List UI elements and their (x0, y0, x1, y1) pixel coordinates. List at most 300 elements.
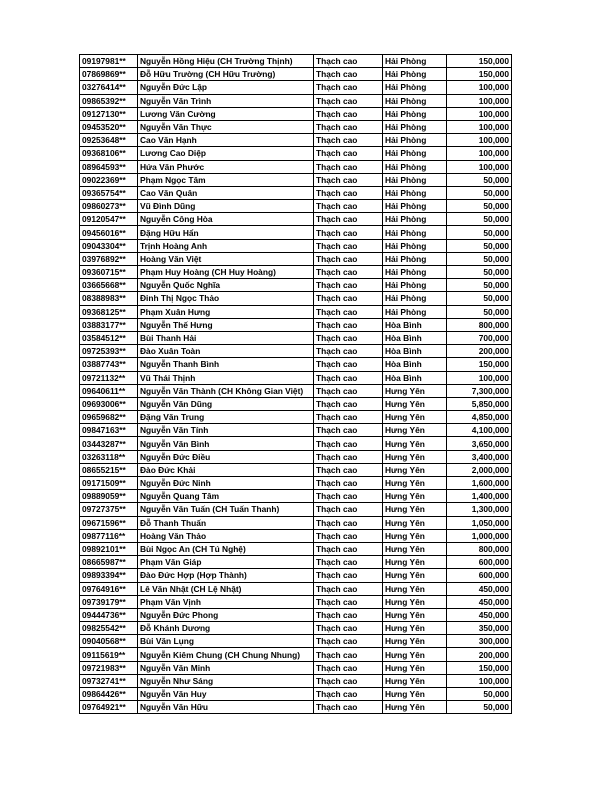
province-cell: Hưng Yên (383, 516, 447, 529)
province-cell: Hưng Yên (383, 477, 447, 490)
phone-cell: 09368106** (80, 147, 138, 160)
table-row (80, 542, 512, 555)
province-cell: Hải Phòng (383, 279, 447, 292)
phone-cell: 09732741** (80, 674, 138, 687)
phone-cell: 09725393** (80, 345, 138, 358)
amount-cell: 100,000 (447, 107, 512, 120)
amount-cell: 7,300,000 (447, 384, 512, 397)
amount-cell: 50,000 (447, 200, 512, 213)
phone-cell: 09693006** (80, 397, 138, 410)
name-cell: Cao Văn Hạnh (138, 134, 314, 147)
product-cell: Thạch cao (314, 147, 383, 160)
province-cell: Hưng Yên (383, 688, 447, 701)
name-cell: Đỗ Thanh Thuấn (138, 516, 314, 529)
province-cell: Hưng Yên (383, 384, 447, 397)
phone-cell: 03276414** (80, 81, 138, 94)
name-cell: Nguyễn Văn Dũng (138, 397, 314, 410)
name-cell: Hoàng Văn Thảo (138, 529, 314, 542)
name-cell: Nguyễn Như Sáng (138, 674, 314, 687)
phone-cell: 09860273** (80, 200, 138, 213)
province-cell: Hòa Bình (383, 371, 447, 384)
product-cell: Thạch cao (314, 55, 383, 68)
product-cell: Thạch cao (314, 569, 383, 582)
product-cell: Thạch cao (314, 94, 383, 107)
table-row (80, 266, 512, 279)
table-row (80, 529, 512, 542)
name-cell: Hoàng Văn Việt (138, 252, 314, 265)
product-cell: Thạch cao (314, 424, 383, 437)
name-cell: Nguyễn Văn Bình (138, 437, 314, 450)
amount-cell: 700,000 (447, 331, 512, 344)
phone-cell: 09893394** (80, 569, 138, 582)
table-row (80, 516, 512, 529)
product-cell: Thạch cao (314, 371, 383, 384)
phone-cell: 09365754** (80, 186, 138, 199)
product-cell: Thạch cao (314, 701, 383, 714)
name-cell: Nguyễn Đức Ninh (138, 477, 314, 490)
name-cell: Bùi Văn Lụng (138, 635, 314, 648)
table-row (80, 160, 512, 173)
amount-cell: 450,000 (447, 582, 512, 595)
amount-cell: 1,000,000 (447, 529, 512, 542)
amount-cell: 600,000 (447, 556, 512, 569)
phone-cell: 09764921** (80, 701, 138, 714)
product-cell: Thạch cao (314, 200, 383, 213)
amount-cell: 450,000 (447, 608, 512, 621)
phone-cell: 09444736** (80, 608, 138, 621)
phone-cell: 09864426** (80, 688, 138, 701)
name-cell: Lương Cao Diệp (138, 147, 314, 160)
table-row (80, 688, 512, 701)
amount-cell: 150,000 (447, 55, 512, 68)
phone-cell: 08964593** (80, 160, 138, 173)
table-row (80, 397, 512, 410)
province-cell: Hưng Yên (383, 490, 447, 503)
province-cell: Hưng Yên (383, 542, 447, 555)
name-cell: Phạm Huy Hoàng (CH Huy Hoàng) (138, 266, 314, 279)
phone-cell: 03976892** (80, 252, 138, 265)
table-row (80, 120, 512, 133)
table-row (80, 371, 512, 384)
product-cell: Thạch cao (314, 490, 383, 503)
province-cell: Hưng Yên (383, 701, 447, 714)
province-cell: Hưng Yên (383, 608, 447, 621)
province-cell: Hải Phòng (383, 305, 447, 318)
amount-cell: 800,000 (447, 542, 512, 555)
name-cell: Lương Văn Cường (138, 107, 314, 120)
province-cell: Hưng Yên (383, 661, 447, 674)
table-row (80, 635, 512, 648)
province-cell: Hòa Bình (383, 331, 447, 344)
name-cell: Nguyễn Kiêm Chung (CH Chung Nhung) (138, 648, 314, 661)
amount-cell: 100,000 (447, 160, 512, 173)
name-cell: Đặng Hữu Hẩn (138, 226, 314, 239)
product-cell: Thạch cao (314, 266, 383, 279)
product-cell: Thạch cao (314, 556, 383, 569)
amount-cell: 150,000 (447, 68, 512, 81)
product-cell: Thạch cao (314, 622, 383, 635)
product-cell: Thạch cao (314, 595, 383, 608)
product-cell: Thạch cao (314, 503, 383, 516)
phone-cell: 09040568** (80, 635, 138, 648)
amount-cell: 100,000 (447, 371, 512, 384)
phone-cell: 09659682** (80, 411, 138, 424)
name-cell: Nguyễn Đức Lập (138, 81, 314, 94)
amount-cell: 3,400,000 (447, 450, 512, 463)
amount-cell: 4,850,000 (447, 411, 512, 424)
phone-cell: 07869869** (80, 68, 138, 81)
phone-cell: 09739179** (80, 595, 138, 608)
name-cell: Đào Đức Khải (138, 463, 314, 476)
table-row (80, 94, 512, 107)
phone-cell: 09120547** (80, 213, 138, 226)
product-cell: Thạch cao (314, 463, 383, 476)
product-cell: Thạch cao (314, 516, 383, 529)
product-cell: Thạch cao (314, 305, 383, 318)
phone-cell: 09043304** (80, 239, 138, 252)
amount-cell: 100,000 (447, 134, 512, 147)
name-cell: Vũ Đình Dũng (138, 200, 314, 213)
phone-cell: 09877116** (80, 529, 138, 542)
product-cell: Thạch cao (314, 252, 383, 265)
name-cell: Nguyễn Thế Hưng (138, 318, 314, 331)
name-cell: Đào Đức Hợp (Hợp Thành) (138, 569, 314, 582)
table-row (80, 622, 512, 635)
province-cell: Hưng Yên (383, 674, 447, 687)
province-cell: Hưng Yên (383, 424, 447, 437)
province-cell: Hải Phòng (383, 68, 447, 81)
product-cell: Thạch cao (314, 582, 383, 595)
amount-cell: 600,000 (447, 569, 512, 582)
name-cell: Nguyễn Đức Điều (138, 450, 314, 463)
province-cell: Hưng Yên (383, 411, 447, 424)
phone-cell: 09197981** (80, 55, 138, 68)
phone-cell: 09721983** (80, 661, 138, 674)
table-row (80, 252, 512, 265)
name-cell: Nguyễn Văn Thực (138, 120, 314, 133)
amount-cell: 300,000 (447, 635, 512, 648)
table-row (80, 134, 512, 147)
product-cell: Thạch cao (314, 226, 383, 239)
product-cell: Thạch cao (314, 160, 383, 173)
table-row (80, 674, 512, 687)
phone-cell: 09764916** (80, 582, 138, 595)
name-cell: Nguyễn Văn Huy (138, 688, 314, 701)
phone-cell: 09368125** (80, 305, 138, 318)
phone-cell: 03883177** (80, 318, 138, 331)
phone-cell: 08655215** (80, 463, 138, 476)
table-row (80, 200, 512, 213)
table-row (80, 239, 512, 252)
province-cell: Hưng Yên (383, 556, 447, 569)
province-cell: Hưng Yên (383, 622, 447, 635)
amount-cell: 3,650,000 (447, 437, 512, 450)
province-cell: Hải Phòng (383, 200, 447, 213)
province-cell: Hưng Yên (383, 648, 447, 661)
name-cell: Nguyễn Quang Tâm (138, 490, 314, 503)
province-cell: Hải Phòng (383, 107, 447, 120)
phone-cell: 09727375** (80, 503, 138, 516)
name-cell: Nguyễn Văn Minh (138, 661, 314, 674)
phone-cell: 08665987** (80, 556, 138, 569)
phone-cell: 03887743** (80, 358, 138, 371)
table-row (80, 384, 512, 397)
province-cell: Hưng Yên (383, 582, 447, 595)
table-row (80, 648, 512, 661)
amount-cell: 1,400,000 (447, 490, 512, 503)
name-cell: Nguyễn Văn Tính (138, 424, 314, 437)
table-row (80, 331, 512, 344)
product-cell: Thạch cao (314, 81, 383, 94)
amount-cell: 150,000 (447, 661, 512, 674)
amount-cell: 1,050,000 (447, 516, 512, 529)
name-cell: Bùi Thanh Hải (138, 331, 314, 344)
province-cell: Hải Phòng (383, 134, 447, 147)
province-cell: Hải Phòng (383, 94, 447, 107)
amount-cell: 100,000 (447, 147, 512, 160)
province-cell: Hưng Yên (383, 463, 447, 476)
name-cell: Nguyễn Văn Tuấn (CH Tuấn Thanh) (138, 503, 314, 516)
amount-cell: 50,000 (447, 305, 512, 318)
table-row (80, 582, 512, 595)
province-cell: Hải Phòng (383, 213, 447, 226)
table-row (80, 186, 512, 199)
table-row (80, 292, 512, 305)
phone-cell: 09171509** (80, 477, 138, 490)
province-cell: Hải Phòng (383, 292, 447, 305)
amount-cell: 50,000 (447, 252, 512, 265)
product-cell: Thạch cao (314, 608, 383, 621)
table-row (80, 477, 512, 490)
table-row (80, 226, 512, 239)
table-row (80, 107, 512, 120)
amount-cell: 50,000 (447, 688, 512, 701)
table-row (80, 569, 512, 582)
name-cell: Nguyễn Quốc Nghĩa (138, 279, 314, 292)
table-row (80, 608, 512, 621)
product-cell: Thạch cao (314, 635, 383, 648)
table-row (80, 345, 512, 358)
table-body (80, 55, 512, 714)
product-cell: Thạch cao (314, 529, 383, 542)
amount-cell: 1,300,000 (447, 503, 512, 516)
amount-cell: 200,000 (447, 648, 512, 661)
table-row (80, 81, 512, 94)
table-row (80, 358, 512, 371)
table-row (80, 463, 512, 476)
province-cell: Hải Phòng (383, 186, 447, 199)
name-cell: Phạm Văn Vịnh (138, 595, 314, 608)
name-cell: Đỗ Hữu Trường (CH Hữu Trường) (138, 68, 314, 81)
table-row (80, 411, 512, 424)
table-row (80, 490, 512, 503)
province-cell: Hưng Yên (383, 635, 447, 648)
product-cell: Thạch cao (314, 397, 383, 410)
table-row (80, 68, 512, 81)
table-row (80, 147, 512, 160)
amount-cell: 50,000 (447, 186, 512, 199)
province-cell: Hải Phòng (383, 120, 447, 133)
table-row (80, 701, 512, 714)
phone-cell: 09892101** (80, 542, 138, 555)
name-cell: Nguyễn Văn Trình (138, 94, 314, 107)
product-cell: Thạch cao (314, 477, 383, 490)
province-cell: Hải Phòng (383, 252, 447, 265)
province-cell: Hải Phòng (383, 239, 447, 252)
table-row (80, 424, 512, 437)
phone-cell: 08388983** (80, 292, 138, 305)
province-cell: Hưng Yên (383, 397, 447, 410)
name-cell: Đinh Thị Ngọc Thảo (138, 292, 314, 305)
product-cell: Thạch cao (314, 345, 383, 358)
province-cell: Hưng Yên (383, 595, 447, 608)
name-cell: Nguyễn Đức Phong (138, 608, 314, 621)
table-row (80, 305, 512, 318)
amount-cell: 50,000 (447, 266, 512, 279)
phone-cell: 09115619** (80, 648, 138, 661)
amount-cell: 100,000 (447, 674, 512, 687)
province-cell: Hải Phòng (383, 55, 447, 68)
name-cell: Đào Xuân Toàn (138, 345, 314, 358)
amount-cell: 100,000 (447, 94, 512, 107)
province-cell: Hưng Yên (383, 503, 447, 516)
amount-cell: 350,000 (447, 622, 512, 635)
phone-cell: 03263118** (80, 450, 138, 463)
table-row (80, 213, 512, 226)
province-cell: Hải Phòng (383, 266, 447, 279)
province-cell: Hòa Bình (383, 345, 447, 358)
amount-cell: 100,000 (447, 81, 512, 94)
phone-cell: 09865392** (80, 94, 138, 107)
amount-cell: 2,000,000 (447, 463, 512, 476)
name-cell: Bùi Ngọc An (CH Tú Nghệ) (138, 542, 314, 555)
phone-cell: 09825542** (80, 622, 138, 635)
phone-cell: 09453520** (80, 120, 138, 133)
name-cell: Nguyễn Thanh Bình (138, 358, 314, 371)
province-cell: Hải Phòng (383, 173, 447, 186)
phone-cell: 03665668** (80, 279, 138, 292)
product-cell: Thạch cao (314, 68, 383, 81)
product-cell: Thạch cao (314, 134, 383, 147)
product-cell: Thạch cao (314, 437, 383, 450)
name-cell: Cao Văn Quân (138, 186, 314, 199)
product-cell: Thạch cao (314, 331, 383, 344)
province-cell: Hải Phòng (383, 147, 447, 160)
product-cell: Thạch cao (314, 279, 383, 292)
amount-cell: 4,100,000 (447, 424, 512, 437)
name-cell: Đặng Văn Trung (138, 411, 314, 424)
phone-cell: 09022369** (80, 173, 138, 186)
amount-cell: 50,000 (447, 239, 512, 252)
amount-cell: 450,000 (447, 595, 512, 608)
product-cell: Thạch cao (314, 173, 383, 186)
table-row (80, 556, 512, 569)
product-cell: Thạch cao (314, 384, 383, 397)
province-cell: Hải Phòng (383, 226, 447, 239)
amount-cell: 100,000 (447, 120, 512, 133)
amount-cell: 200,000 (447, 345, 512, 358)
product-cell: Thạch cao (314, 688, 383, 701)
name-cell: Nguyễn Văn Hữu (138, 701, 314, 714)
table-row (80, 318, 512, 331)
phone-cell: 09721132** (80, 371, 138, 384)
phone-cell: 09671596** (80, 516, 138, 529)
amount-cell: 50,000 (447, 279, 512, 292)
phone-cell: 09127130** (80, 107, 138, 120)
province-cell: Hòa Bình (383, 318, 447, 331)
province-cell: Hòa Bình (383, 358, 447, 371)
product-cell: Thạch cao (314, 213, 383, 226)
table-row (80, 437, 512, 450)
product-cell: Thạch cao (314, 107, 383, 120)
product-cell: Thạch cao (314, 411, 383, 424)
phone-cell: 09456016** (80, 226, 138, 239)
table-row (80, 279, 512, 292)
product-cell: Thạch cao (314, 542, 383, 555)
amount-cell: 50,000 (447, 292, 512, 305)
province-cell: Hưng Yên (383, 569, 447, 582)
name-cell: Vũ Thái Thịnh (138, 371, 314, 384)
province-cell: Hưng Yên (383, 450, 447, 463)
name-cell: Phạm Văn Giáp (138, 556, 314, 569)
phone-cell: 09847163** (80, 424, 138, 437)
province-cell: Hưng Yên (383, 529, 447, 542)
table-row (80, 173, 512, 186)
name-cell: Phạm Ngọc Tâm (138, 173, 314, 186)
phone-cell: 03443287** (80, 437, 138, 450)
product-cell: Thạch cao (314, 648, 383, 661)
name-cell: Nguyễn Công Hòa (138, 213, 314, 226)
product-cell: Thạch cao (314, 292, 383, 305)
phone-cell: 09253648** (80, 134, 138, 147)
product-cell: Thạch cao (314, 674, 383, 687)
data-table (79, 54, 512, 714)
table-row (80, 55, 512, 68)
product-cell: Thạch cao (314, 186, 383, 199)
table-row (80, 503, 512, 516)
table-row (80, 450, 512, 463)
product-cell: Thạch cao (314, 120, 383, 133)
product-cell: Thạch cao (314, 450, 383, 463)
province-cell: Hưng Yên (383, 437, 447, 450)
amount-cell: 50,000 (447, 701, 512, 714)
name-cell: Trịnh Hoàng Anh (138, 239, 314, 252)
amount-cell: 50,000 (447, 226, 512, 239)
amount-cell: 50,000 (447, 213, 512, 226)
name-cell: Nguyễn Văn Thành (CH Không Gian Việt) (138, 384, 314, 397)
product-cell: Thạch cao (314, 358, 383, 371)
amount-cell: 150,000 (447, 358, 512, 371)
product-cell: Thạch cao (314, 318, 383, 331)
table-row (80, 661, 512, 674)
province-cell: Hải Phòng (383, 81, 447, 94)
amount-cell: 50,000 (447, 173, 512, 186)
phone-cell: 09640611** (80, 384, 138, 397)
table-row (80, 595, 512, 608)
name-cell: Phạm Xuân Hưng (138, 305, 314, 318)
phone-cell: 09360715** (80, 266, 138, 279)
name-cell: Hứa Văn Phước (138, 160, 314, 173)
product-cell: Thạch cao (314, 239, 383, 252)
amount-cell: 1,600,000 (447, 477, 512, 490)
product-cell: Thạch cao (314, 661, 383, 674)
phone-cell: 09889059** (80, 490, 138, 503)
phone-cell: 03584512** (80, 331, 138, 344)
amount-cell: 800,000 (447, 318, 512, 331)
name-cell: Lê Văn Nhật (CH Lệ Nhật) (138, 582, 314, 595)
name-cell: Đỗ Khánh Dương (138, 622, 314, 635)
name-cell: Nguyễn Hồng Hiệu (CH Trường Thịnh) (138, 55, 314, 68)
